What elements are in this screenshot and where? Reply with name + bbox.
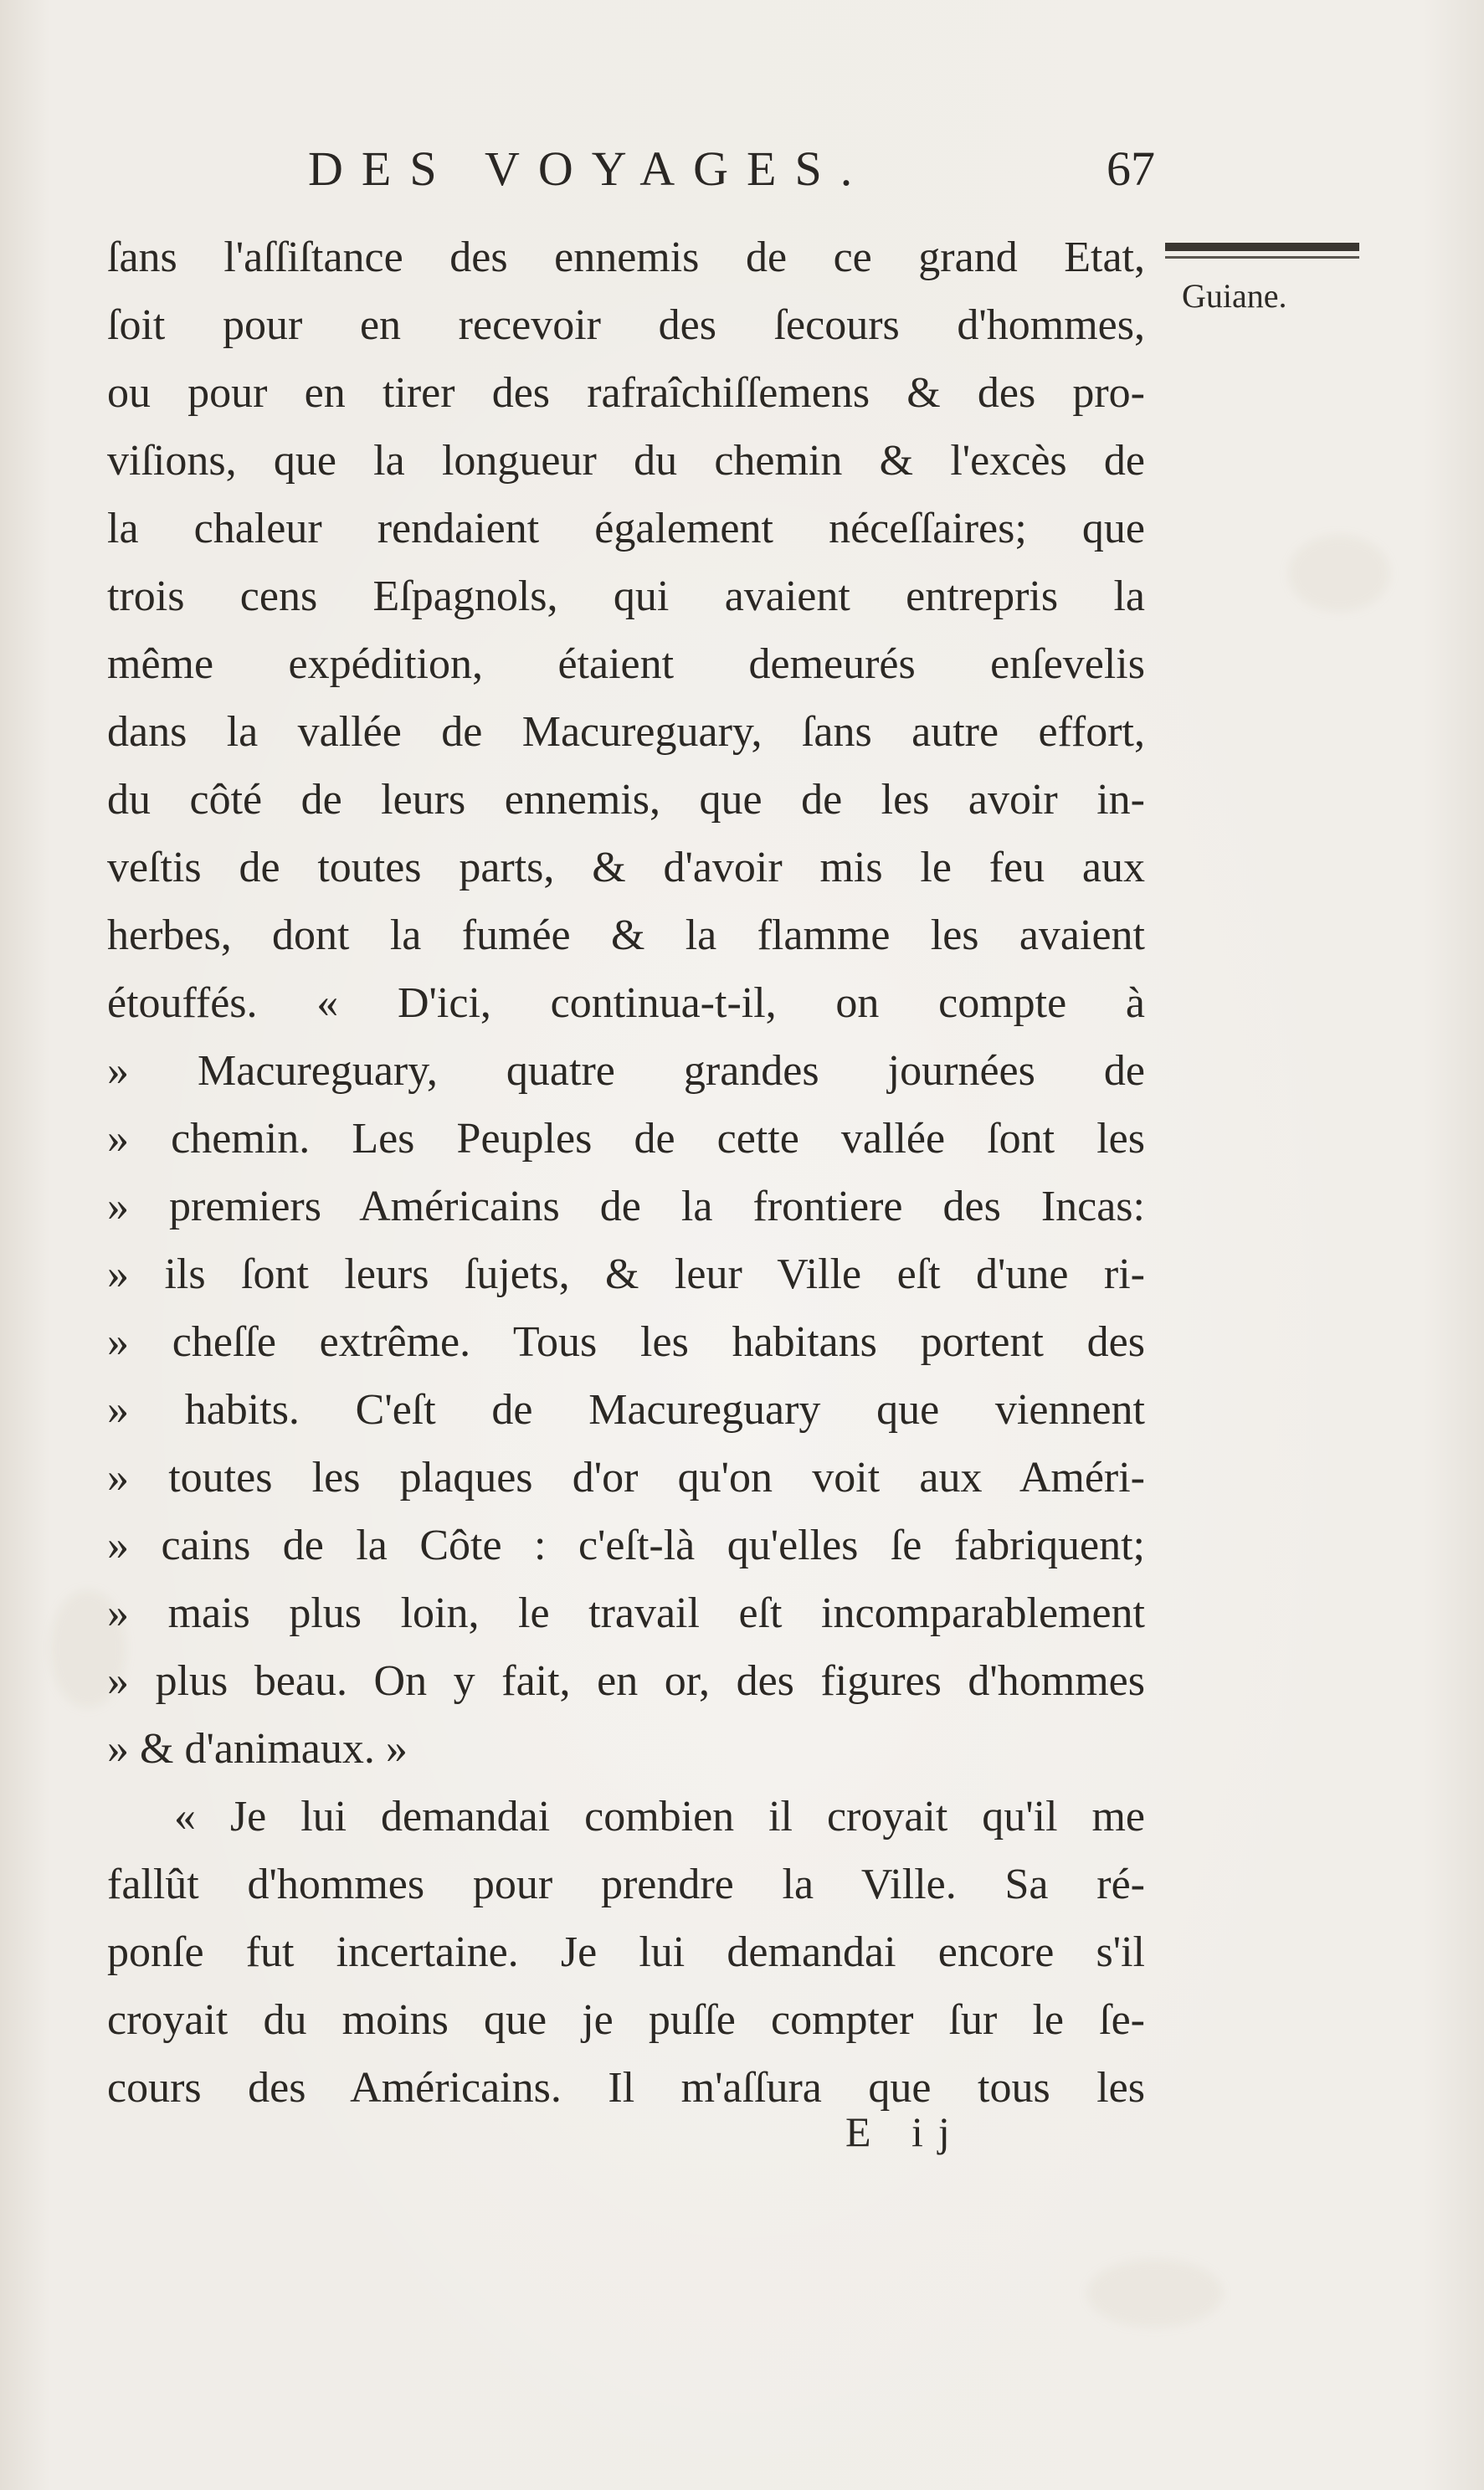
text-line: » toutes les plaques d'or qu'on voit aux Améri- [107, 1454, 1145, 1502]
margin-rule [1165, 243, 1359, 251]
text-line: fallût d'hommes pour prendre la Ville. Sa ré- [107, 1861, 1145, 1908]
text-line: » plus beau. On y fait, en or, des figures d'hommes [107, 1657, 1145, 1705]
text-line: viſions, que la longueur du chemin & l'excès de [107, 437, 1145, 485]
text-line: ſoit pour en recevoir des ſecours d'hommes, [107, 301, 1145, 349]
text-line: » Macureguary, quatre grandes journées de [107, 1047, 1145, 1095]
text-line: ponſe fut incertaine. Je lui demandai encore s'il [107, 1928, 1145, 1976]
page-number: 67 [1107, 141, 1155, 196]
running-head [285, 141, 1155, 208]
text-line: » chemin. Les Peuples de cette vallée ſont les [107, 1115, 1145, 1163]
signature-mark: E ij [845, 2108, 965, 2155]
margin-rule-thin [1165, 256, 1359, 259]
text-line: étouffés. « D'ici, continua-t-il, on compte à [107, 979, 1145, 1027]
text-line: herbes, dont la fumée & la flamme les avaient [107, 911, 1145, 959]
text-line: cours des Américains. Il m'aſſura que tous les [107, 2064, 1145, 2112]
paper-stain [1289, 536, 1389, 611]
text-line: veſtis de toutes parts, & d'avoir mis le feu aux [107, 844, 1145, 891]
text-line: » cains de la Côte : c'eſt-là qu'elles ſe fabriquent; [107, 1522, 1145, 1569]
text-line: » habits. C'eſt de Macureguary que viennent [107, 1386, 1145, 1434]
paper-stain [1088, 2260, 1222, 2327]
text-line: » premiers Américains de la frontiere des Incas: [107, 1183, 1145, 1230]
text-line: » ils ſont leurs ſujets, & leur Ville eſt d'une ri- [107, 1250, 1145, 1298]
text-line: » cheſſe extrême. Tous les habitans portent des [107, 1318, 1145, 1366]
text-line: ſans l'aſſiſtance des ennemis de ce grand Etat, [107, 234, 1145, 281]
text-line: » mais plus loin, le travail eſt incomparablement [107, 1589, 1145, 1637]
text-line: trois cens Eſpagnols, qui avaient entrepris la [107, 572, 1145, 620]
text-line: même expédition, étaient demeurés enſevelis [107, 640, 1145, 688]
text-line: croyait du moins que je puſſe compter ſur le ſe- [107, 1996, 1145, 2044]
text-line: du côté de leurs ennemis, que de les avoir in- [107, 776, 1145, 824]
margin-note: Guiane. [1182, 277, 1287, 315]
text-line: « Je lui demandai combien il croyait qu'il me [174, 1793, 1145, 1841]
running-head-title: DES VOYAGES. [308, 141, 871, 196]
text-line: dans la vallée de Macureguary, ſans autre effort, [107, 708, 1145, 756]
text-line: ou pour en tirer des rafraîchiſſemens & des pro- [107, 369, 1145, 417]
text-line: » & d'animaux. » [107, 1725, 408, 1773]
text-line: la chaleur rendaient également néceſſaires; que [107, 505, 1145, 552]
